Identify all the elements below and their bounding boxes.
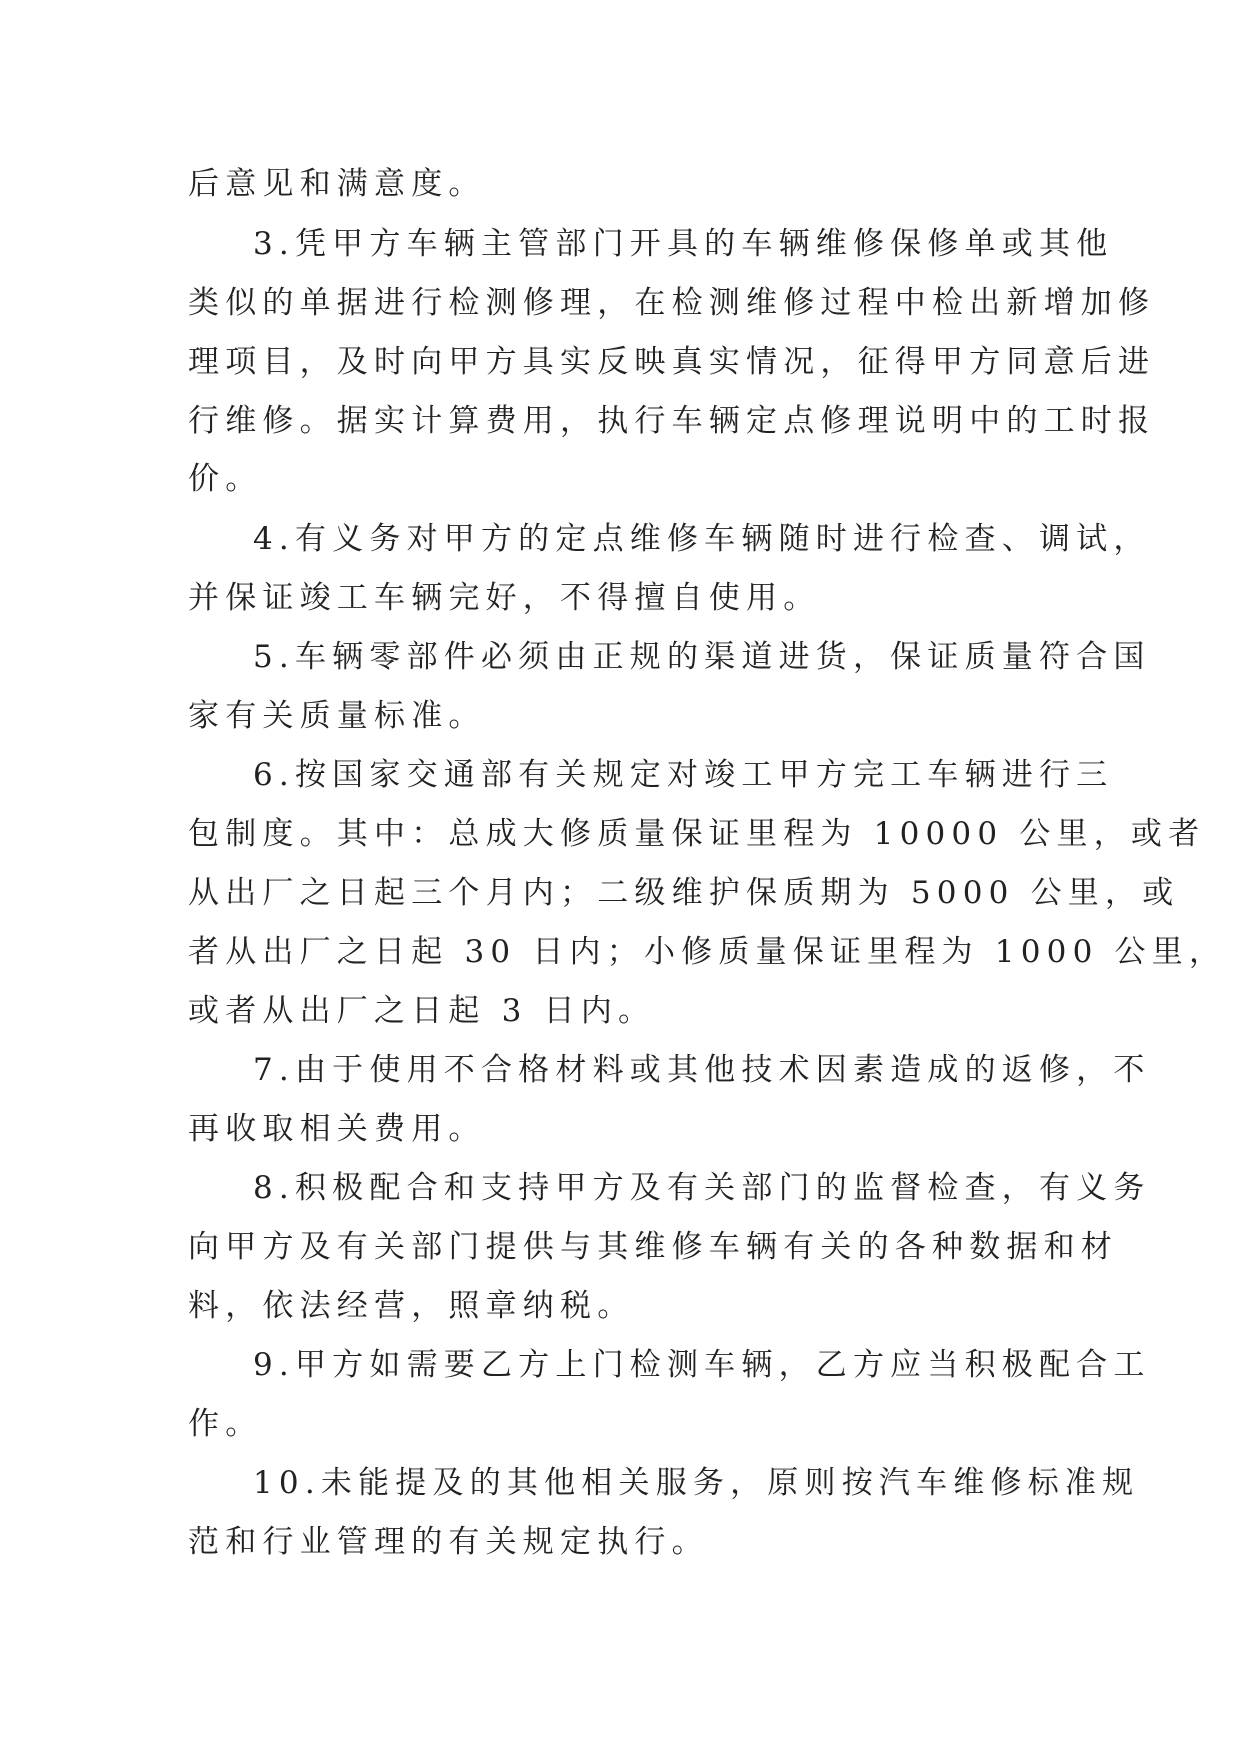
text-line: 价。 [188, 461, 263, 497]
text-line: 行维修。据实计算费用，执行车辆定点修理说明中的工时报 [188, 403, 1156, 439]
text-line: 10.未能提及的其他相关服务，原则按汽车维修标准规 [253, 1465, 1140, 1501]
text-line: 9.甲方如需要乙方上门检测车辆，乙方应当积极配合工 [253, 1347, 1151, 1383]
text-line: 向甲方及有关部门提供与其维修车辆有关的各种数据和材 [188, 1229, 1118, 1265]
text-line: 家有关质量标准。 [188, 698, 486, 734]
text-line: 并保证竣工车辆完好，不得擅自使用。 [188, 580, 821, 616]
text-line: 包制度。其中：总成大修质量保证里程为 10000 公里，或者 [188, 816, 1206, 852]
text-line: 类似的单据进行检测修理，在检测维修过程中检出新增加修 [188, 285, 1156, 321]
text-line: 再收取相关费用。 [188, 1111, 486, 1147]
text-line: 8.积极配合和支持甲方及有关部门的监督检查，有义务 [253, 1170, 1151, 1206]
text-line: 后意见和满意度。 [188, 166, 486, 202]
text-line: 或者从出厂之日起 3 日内。 [188, 993, 656, 1029]
text-line: 范和行业管理的有关规定执行。 [188, 1524, 709, 1560]
text-line: 者从出厂之日起 30 日内；小修质量保证里程为 1000 公里， [188, 934, 1227, 970]
text-line: 7.由于使用不合格材料或其他技术因素造成的返修，不 [253, 1052, 1151, 1088]
text-line: 理项目，及时向甲方具实反映真实情况，征得甲方同意后进 [188, 344, 1156, 380]
text-line: 3.凭甲方车辆主管部门开具的车辆维修保修单或其他 [253, 226, 1114, 262]
text-line: 从出厂之日起三个月内；二级维护保质期为 5000 公里，或 [188, 875, 1180, 911]
text-line: 作。 [188, 1406, 263, 1442]
text-line: 5.车辆零部件必须由正规的渠道进货，保证质量符合国 [253, 639, 1151, 675]
text-line: 6.按国家交通部有关规定对竣工甲方完工车辆进行三 [253, 757, 1114, 793]
text-line: 4.有义务对甲方的定点维修车辆随时进行检查、调试， [253, 521, 1151, 557]
text-line: 料，依法经营，照章纳税。 [188, 1288, 635, 1324]
